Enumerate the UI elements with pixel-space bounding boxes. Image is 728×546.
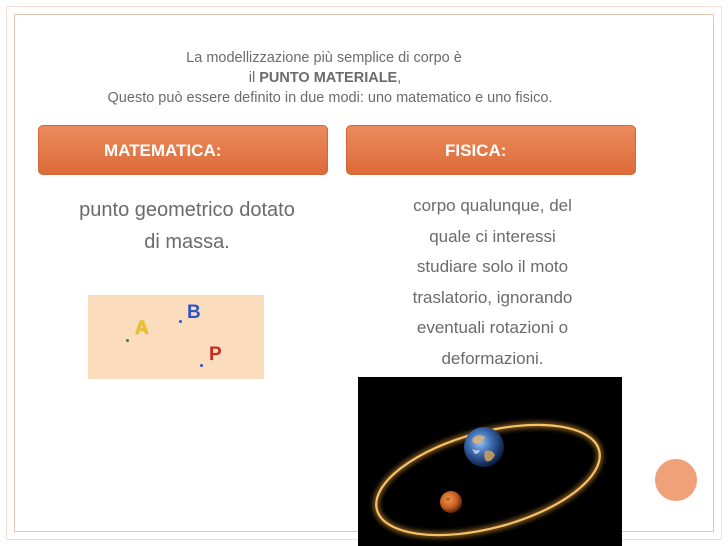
point-p-label: P [209,344,222,365]
matematica-definition [52,194,322,258]
fisica-line-3: studiare solo il moto [416,257,569,276]
point-b-dot [179,320,182,323]
matematica-line-2: di massa. [144,231,230,253]
fisica-line-4: traslatorio, ignorando [412,287,573,307]
intro-line-2-suffix: , [397,70,402,86]
decorative-circle [652,456,700,504]
fisica-line-5: eventuali rotazioni o [416,318,569,337]
orbit-ring [364,404,611,546]
fisica-line-1: corpo qualunque, del [413,196,572,215]
point-a-dot [126,339,129,342]
point-b-label: B [187,302,201,323]
intro-text [40,48,640,108]
fisica-definition [380,191,605,374]
orbit-image [358,377,622,546]
fisica-line-2: quale ci interessi [429,226,556,246]
intro-line-2-prefix: il [248,70,260,86]
intro-line-1: La modellizzazione più semplice di corpo è [186,50,462,66]
orbit-illustration [358,377,622,546]
point-a-label: A [135,318,149,339]
header-matematica: MATEMATICA: [38,125,328,175]
fisica-line-6: deformazioni. [441,348,544,368]
points-illustration [88,295,264,379]
point-p-dot [200,364,203,367]
header-fisica: FISICA: [346,125,636,175]
intro-punto-materiale: PUNTO MATERIALE [259,70,398,86]
mars-icon [440,491,462,513]
earth-icon [464,427,504,467]
matematica-line-1: punto geometrico dotato [79,199,295,221]
intro-line-3: Questo può essere definito in due modi: uno matematico e uno fisico. [107,90,553,106]
intro-line-2 [10,68,640,88]
